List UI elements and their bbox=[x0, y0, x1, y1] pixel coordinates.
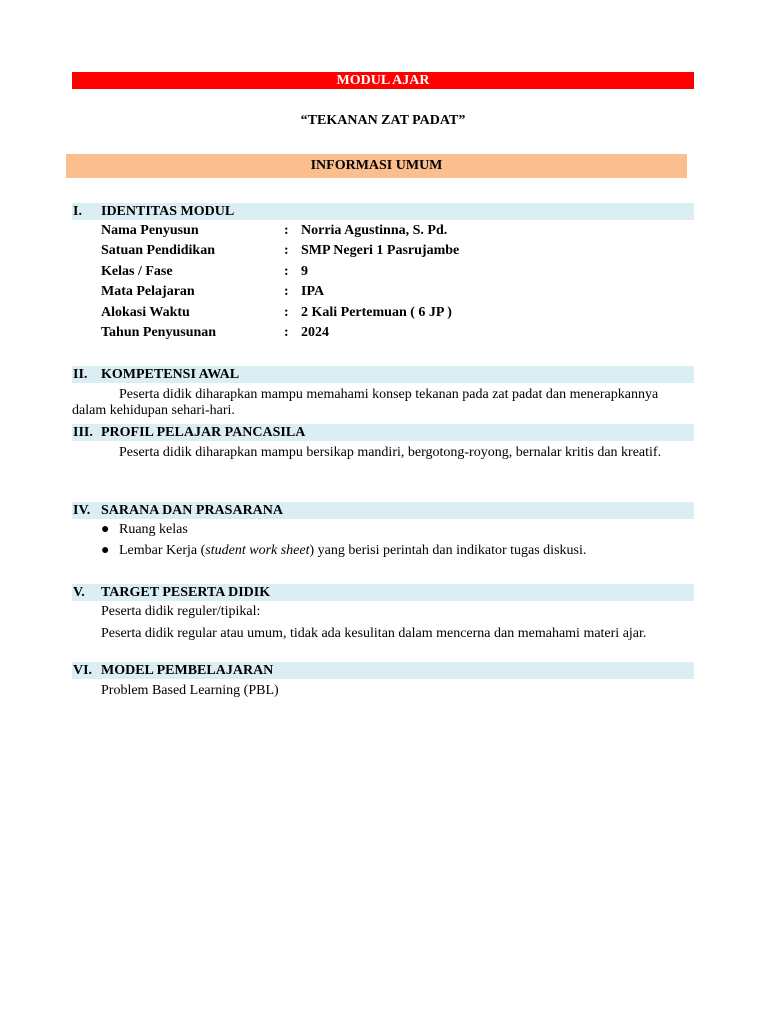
section-kompetensi-header bbox=[72, 366, 694, 383]
section-profil-header bbox=[72, 424, 694, 441]
target-line-2: Peserta didik regular atau umum, tidak ada kesulitan dalam mencerna dan memahami materi ajar. bbox=[101, 626, 647, 641]
identity-value: IPA bbox=[301, 284, 325, 299]
identity-colon: : bbox=[284, 325, 289, 340]
identity-colon: : bbox=[284, 223, 289, 238]
identity-label: Satuan Pendidikan bbox=[101, 243, 215, 258]
identity-label: Kelas / Fase bbox=[101, 264, 173, 279]
section-title: KOMPETENSI AWAL bbox=[101, 367, 240, 382]
identity-colon: : bbox=[284, 243, 289, 258]
informasi-umum-banner: INFORMASI UMUM bbox=[66, 154, 687, 178]
bullet-icon: ● bbox=[101, 543, 110, 558]
identity-row-alokasi bbox=[101, 303, 691, 323]
section-title: TARGET PESERTA DIDIK bbox=[101, 585, 271, 600]
kompetensi-paragraph bbox=[72, 387, 682, 419]
identity-colon: : bbox=[284, 305, 289, 320]
section-title: PROFIL PELAJAR PANCASILA bbox=[101, 425, 306, 440]
identity-value: 2024 bbox=[301, 325, 329, 340]
identity-row-kelas bbox=[101, 262, 691, 282]
identity-row-satuan bbox=[101, 241, 691, 261]
profil-paragraph bbox=[72, 445, 682, 461]
bullet-icon: ● bbox=[101, 522, 110, 537]
list-item bbox=[101, 541, 586, 561]
identity-label: Mata Pelajaran bbox=[101, 284, 195, 299]
section-number: IV. bbox=[73, 503, 91, 518]
identity-value: 9 bbox=[301, 264, 308, 279]
list-item-text-italic: student work sheet bbox=[205, 543, 310, 558]
profil-text: Peserta didik diharapkan mampu bersikap mandiri, bergotong-royong, bernalar kritis dan kreatif. bbox=[119, 445, 662, 460]
identity-value: Norria Agustinna, S. Pd. bbox=[301, 223, 448, 238]
list-item-text-suffix: ) yang berisi perintah dan indikator tugas diskusi. bbox=[309, 543, 587, 558]
list-item bbox=[101, 520, 188, 540]
section-sarana-header bbox=[72, 502, 694, 519]
section-number: V. bbox=[73, 585, 85, 600]
section-title: SARANA DAN PRASARANA bbox=[101, 503, 284, 518]
identity-value: 2 Kali Pertemuan ( 6 JP ) bbox=[301, 305, 452, 320]
section-number: I. bbox=[73, 204, 82, 219]
section-model-header bbox=[72, 662, 694, 679]
model-text: Problem Based Learning (PBL) bbox=[101, 683, 279, 698]
identity-label: Alokasi Waktu bbox=[101, 305, 190, 320]
identity-colon: : bbox=[284, 284, 289, 299]
section-title: IDENTITAS MODUL bbox=[101, 204, 235, 219]
section-target-header bbox=[72, 584, 694, 601]
section-number: II. bbox=[73, 367, 88, 382]
modul-ajar-banner: MODUL AJAR bbox=[72, 72, 694, 89]
section-title: MODEL PEMBELAJARAN bbox=[101, 663, 274, 678]
identity-row-nama bbox=[101, 221, 691, 241]
document-title: “TEKANAN ZAT PADAT” bbox=[300, 113, 466, 128]
list-item-text-prefix: Lembar Kerja ( bbox=[119, 543, 206, 558]
target-line-1: Peserta didik reguler/tipikal: bbox=[101, 604, 261, 619]
list-item-text: Ruang kelas bbox=[119, 522, 188, 537]
section-number: III. bbox=[73, 425, 93, 440]
identity-row-tahun bbox=[101, 323, 691, 343]
identity-colon: : bbox=[284, 264, 289, 279]
identity-label: Tahun Penyusunan bbox=[101, 325, 217, 340]
identity-label: Nama Penyusun bbox=[101, 223, 199, 238]
section-identitas-header bbox=[72, 203, 694, 220]
section-number: VI. bbox=[73, 663, 93, 678]
identity-row-mapel bbox=[101, 282, 691, 302]
identity-value: SMP Negeri 1 Pasrujambe bbox=[301, 243, 460, 258]
kompetensi-text: Peserta didik diharapkan mampu memahami konsep tekanan pada zat padat dan menerapkannya dalam kehidupan sehari-hari. bbox=[72, 387, 659, 418]
